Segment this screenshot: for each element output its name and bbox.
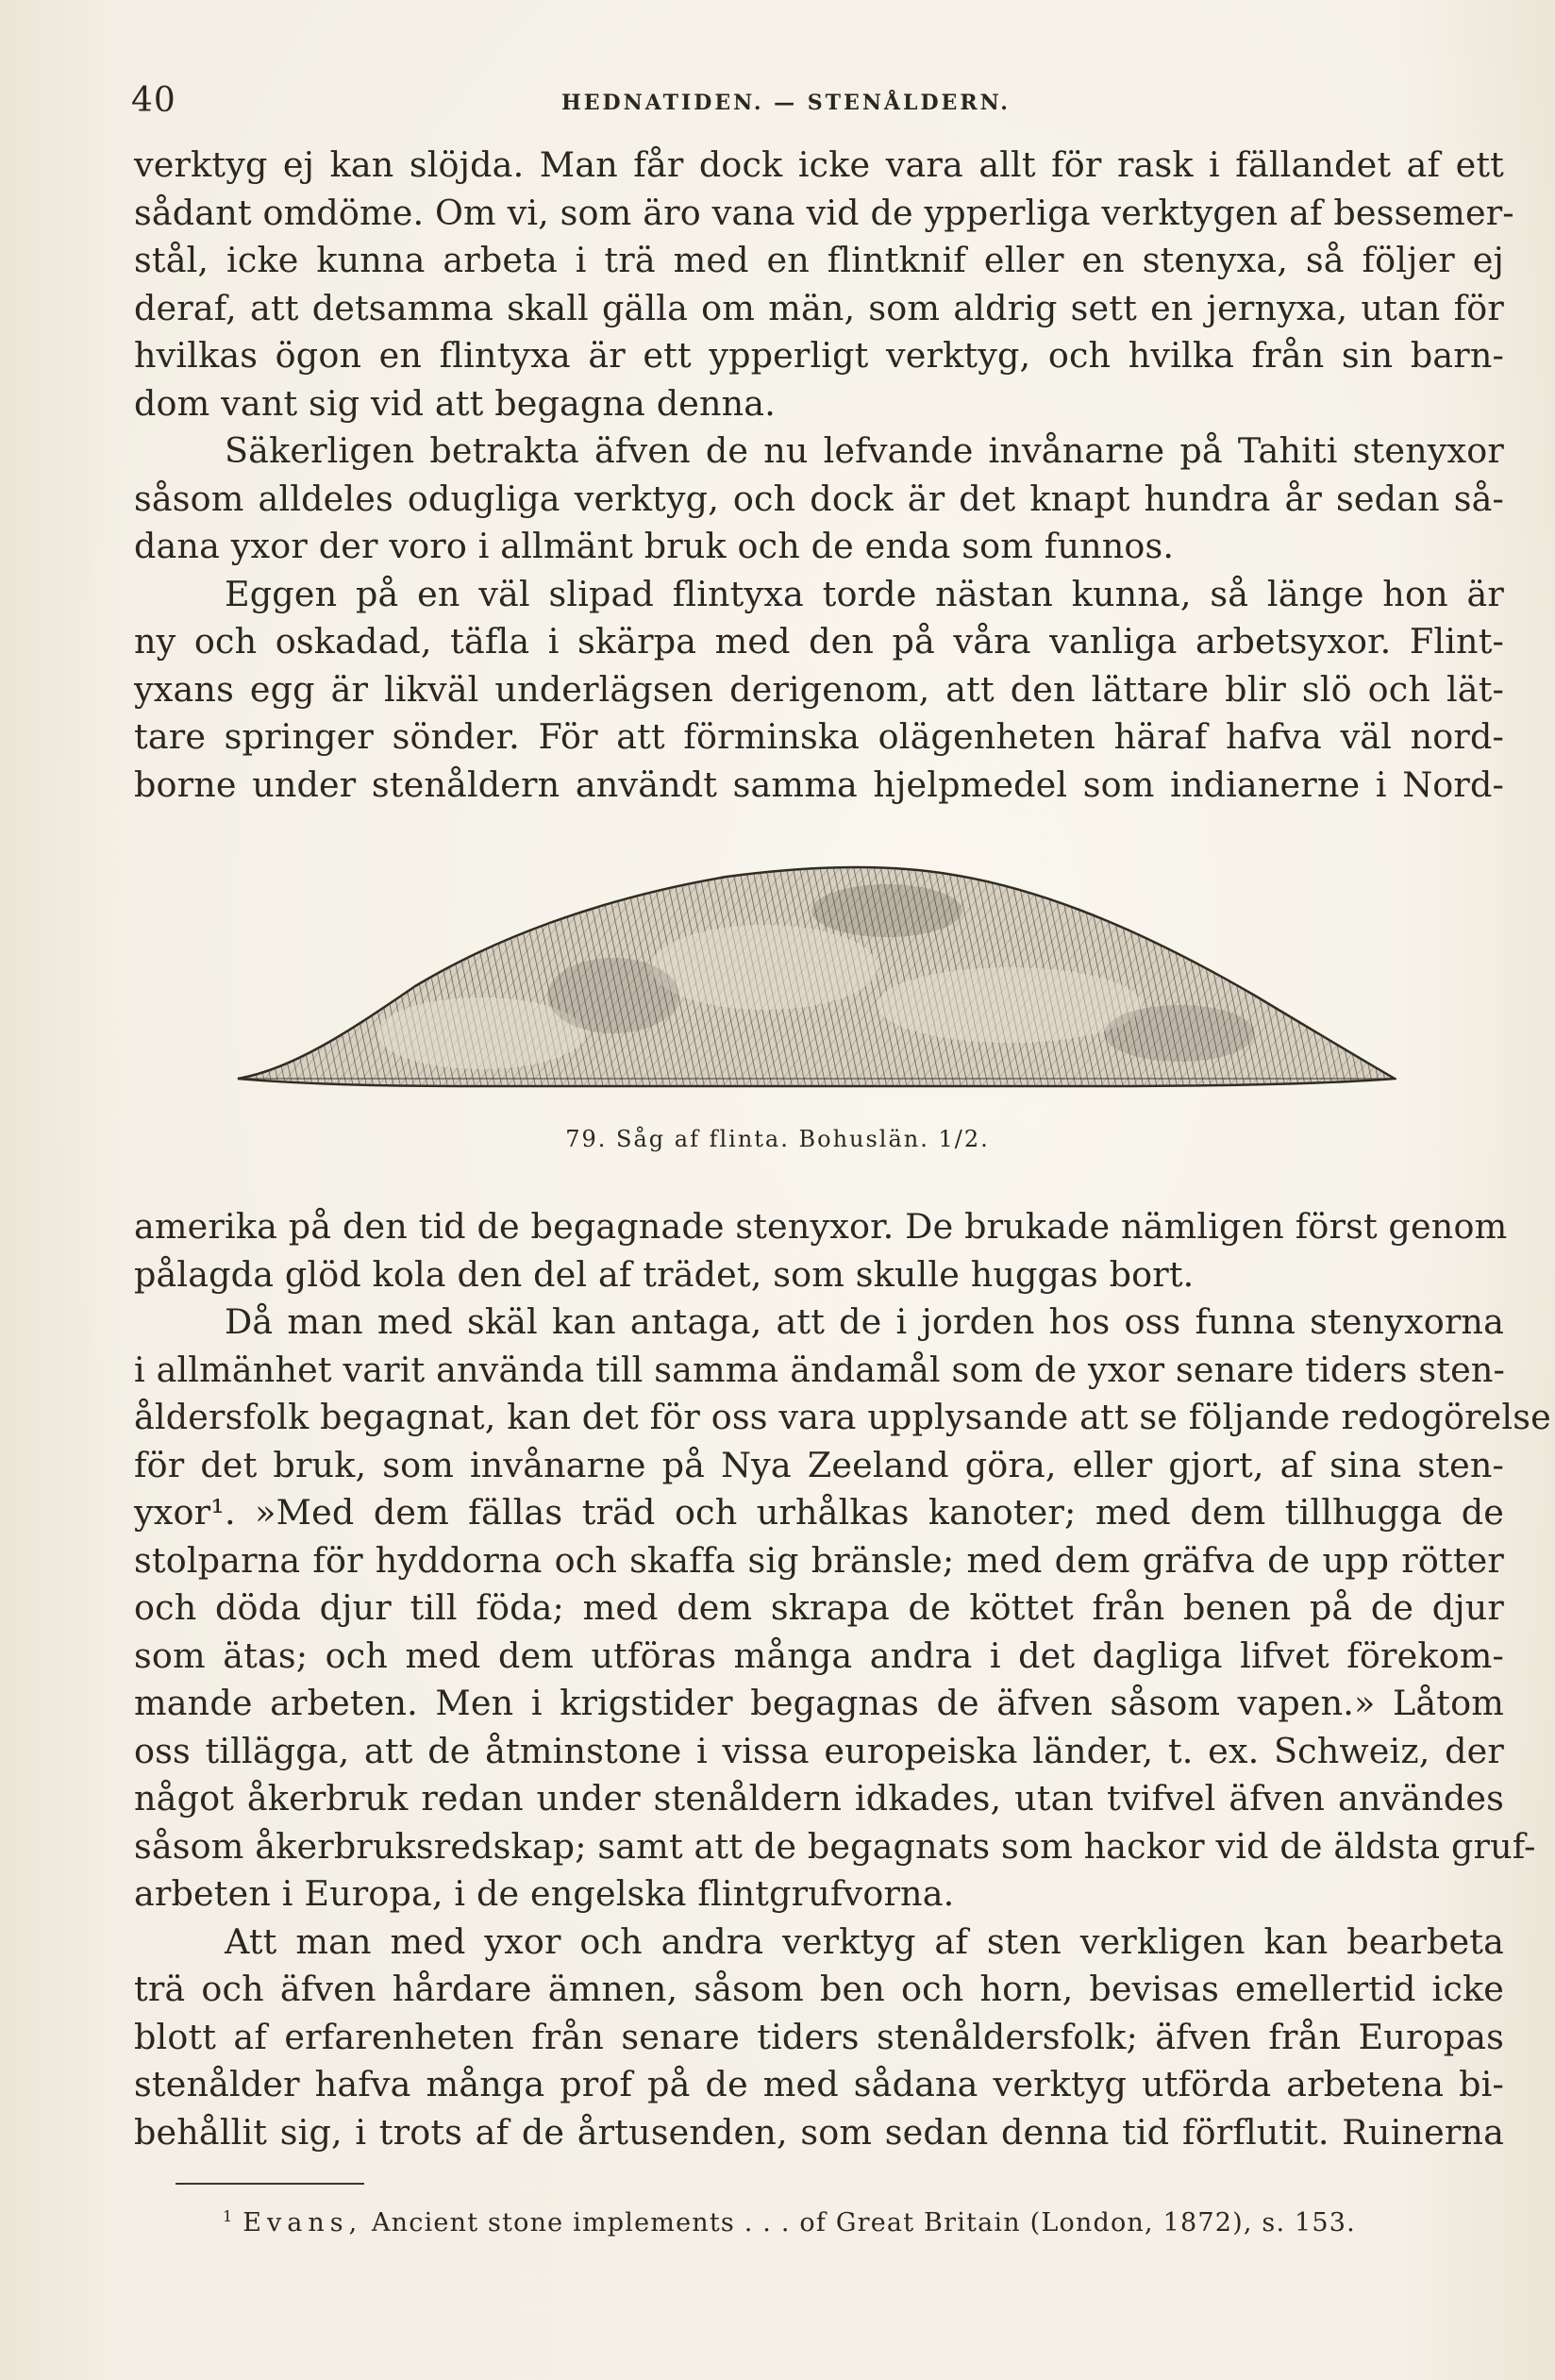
footnote-divider bbox=[176, 2183, 364, 2185]
text-line: mande arbeten. Men i krigstider begagnas de äfven såsom vapen.» Låtom bbox=[134, 1683, 1504, 1723]
footnote bbox=[223, 2208, 1356, 2238]
caption-text: Såg af flinta. Bohuslän. bbox=[616, 1126, 929, 1152]
text-line: för det bruk, som invånarne på Nya Zeeland göra, eller gjort, af sina sten- bbox=[134, 1444, 1504, 1485]
footnote-author: Evans, bbox=[242, 2208, 363, 2238]
text-line: åldersfolk begagnat, kan det för oss vara upplysande att se följande redogörelse bbox=[134, 1397, 1551, 1437]
text-line: tare springer sönder. För att förminska olägenheten häraf hafva väl nord- bbox=[134, 716, 1504, 757]
text-line: som ätas; och med dem utföras många andra i det dagliga lifvet förekom- bbox=[134, 1634, 1504, 1676]
text-line: stål, icke kunna arbeta i trä med en flintknif eller en stenyxa, så följer ej bbox=[134, 240, 1504, 280]
text-line: pålagda glöd kola den del af trädet, som skulle huggas bort. bbox=[134, 1253, 1195, 1295]
text-line: borne under stenåldern användt samma hjelpmedel som indianerne i Nord- bbox=[134, 763, 1504, 805]
text-line: oss tillägga, att de åtminstone i vissa europeiska länder, t. ex. Schweiz, der bbox=[134, 1730, 1504, 1771]
footnote-text: Ancient stone implements . . . of Great Britain (London, 1872), s. 153. bbox=[371, 2208, 1356, 2238]
page-header bbox=[0, 75, 1555, 123]
text-line: dana yxor der voro i allmänt bruk och de enda som funnos. bbox=[134, 526, 1175, 566]
text-line: arbeten i Europa, i de engelska flintgrufvorna. bbox=[134, 1873, 955, 1914]
text-line: såsom alldeles odugliga verktyg, och dock är det knapt hundra år sedan så- bbox=[134, 478, 1504, 519]
flint-saw-illustration bbox=[236, 854, 1396, 1099]
text-line: deraf, att detsamma skall gälla om män, som aldrig sett en jernyxa, utan för bbox=[134, 287, 1504, 328]
text-line: Då man med skäl kan antaga, att de i jorden hos oss funna stenyxorna bbox=[225, 1301, 1504, 1342]
text-line: behållit sig, i trots af de årtusenden, som sedan denna tid förflutit. Ruinerna bbox=[134, 2111, 1504, 2153]
caption-scale: 1/2. bbox=[938, 1126, 990, 1152]
text-line: och döda djur till föda; med dem skrapa de köttet från benen på de djur bbox=[134, 1587, 1504, 1628]
caption-number: 79. bbox=[565, 1126, 608, 1152]
text-line: såsom åkerbruksredskap; samt att de begagnats som hackor vid de äldsta gruf- bbox=[134, 1825, 1536, 1867]
body-text-bottom bbox=[134, 1203, 1551, 2156]
page-number: 40 bbox=[131, 81, 176, 120]
text-line: Säkerligen betrakta äfven de nu lefvande invånarne på Tahiti stenyxor bbox=[225, 430, 1504, 471]
text-line: yxor¹. »Med dem fällas träd och urhålkas kanoter; med dem tillhugga de bbox=[134, 1492, 1504, 1533]
text-line: stolparna för hyddorna och skaffa sig bränsle; med dem gräfva de upp rötter bbox=[134, 1539, 1504, 1581]
figure-caption bbox=[0, 1126, 1555, 1152]
footnote-marker: 1 bbox=[223, 2207, 234, 2225]
text-line: stenålder hafva många prof på de med sådana verktyg utförda arbetena bi- bbox=[134, 2064, 1504, 2104]
text-line: hvilkas ögon en flintyxa är ett ypperligt verktyg, och hvilka från sin barn- bbox=[134, 335, 1504, 376]
body-text-top bbox=[134, 142, 1514, 809]
blade-shape bbox=[236, 854, 1396, 1099]
text-line: i allmänhet varit använda till samma ändamål som de yxor senare tiders sten- bbox=[134, 1349, 1506, 1390]
text-line: Eggen på en väl slipad flintyxa torde nästan kunna, så länge hon är bbox=[225, 573, 1504, 614]
text-line: blott af erfarenheten från senare tiders stenåldersfolk; äfven från Europas bbox=[134, 2016, 1504, 2057]
text-line: verktyg ej kan slöjda. Man får dock icke vara allt för rask i fällandet af ett bbox=[134, 144, 1504, 185]
text-line: amerika på den tid de begagnade stenyxor. De brukade nämligen först genom bbox=[134, 1206, 1508, 1247]
text-line: trä och äfven hårdare ämnen, såsom ben och horn, bevisas emellertid icke bbox=[134, 1969, 1504, 2009]
text-line: Att man med yxor och andra verktyg af sten verkligen kan bearbeta bbox=[225, 1920, 1504, 1962]
text-line: yxans egg är likväl underlägsen derigenom, att den lättare blir slö och lät- bbox=[134, 668, 1504, 710]
text-line: sådant omdöme. Om vi, som äro vana vid de ypperliga verktygen af bessemer- bbox=[134, 192, 1514, 233]
running-head: HEDNATIDEN. — STENÅLDERN. bbox=[561, 91, 1011, 115]
text-line: dom vant sig vid att begagna denna. bbox=[134, 382, 776, 424]
text-line: något åkerbruk redan under stenåldern idkades, utan tvifvel äfven användes bbox=[134, 1778, 1504, 1819]
text-line: ny och oskadad, täfla i skärpa med den på våra vanliga arbetsyxor. Flint- bbox=[134, 621, 1504, 662]
